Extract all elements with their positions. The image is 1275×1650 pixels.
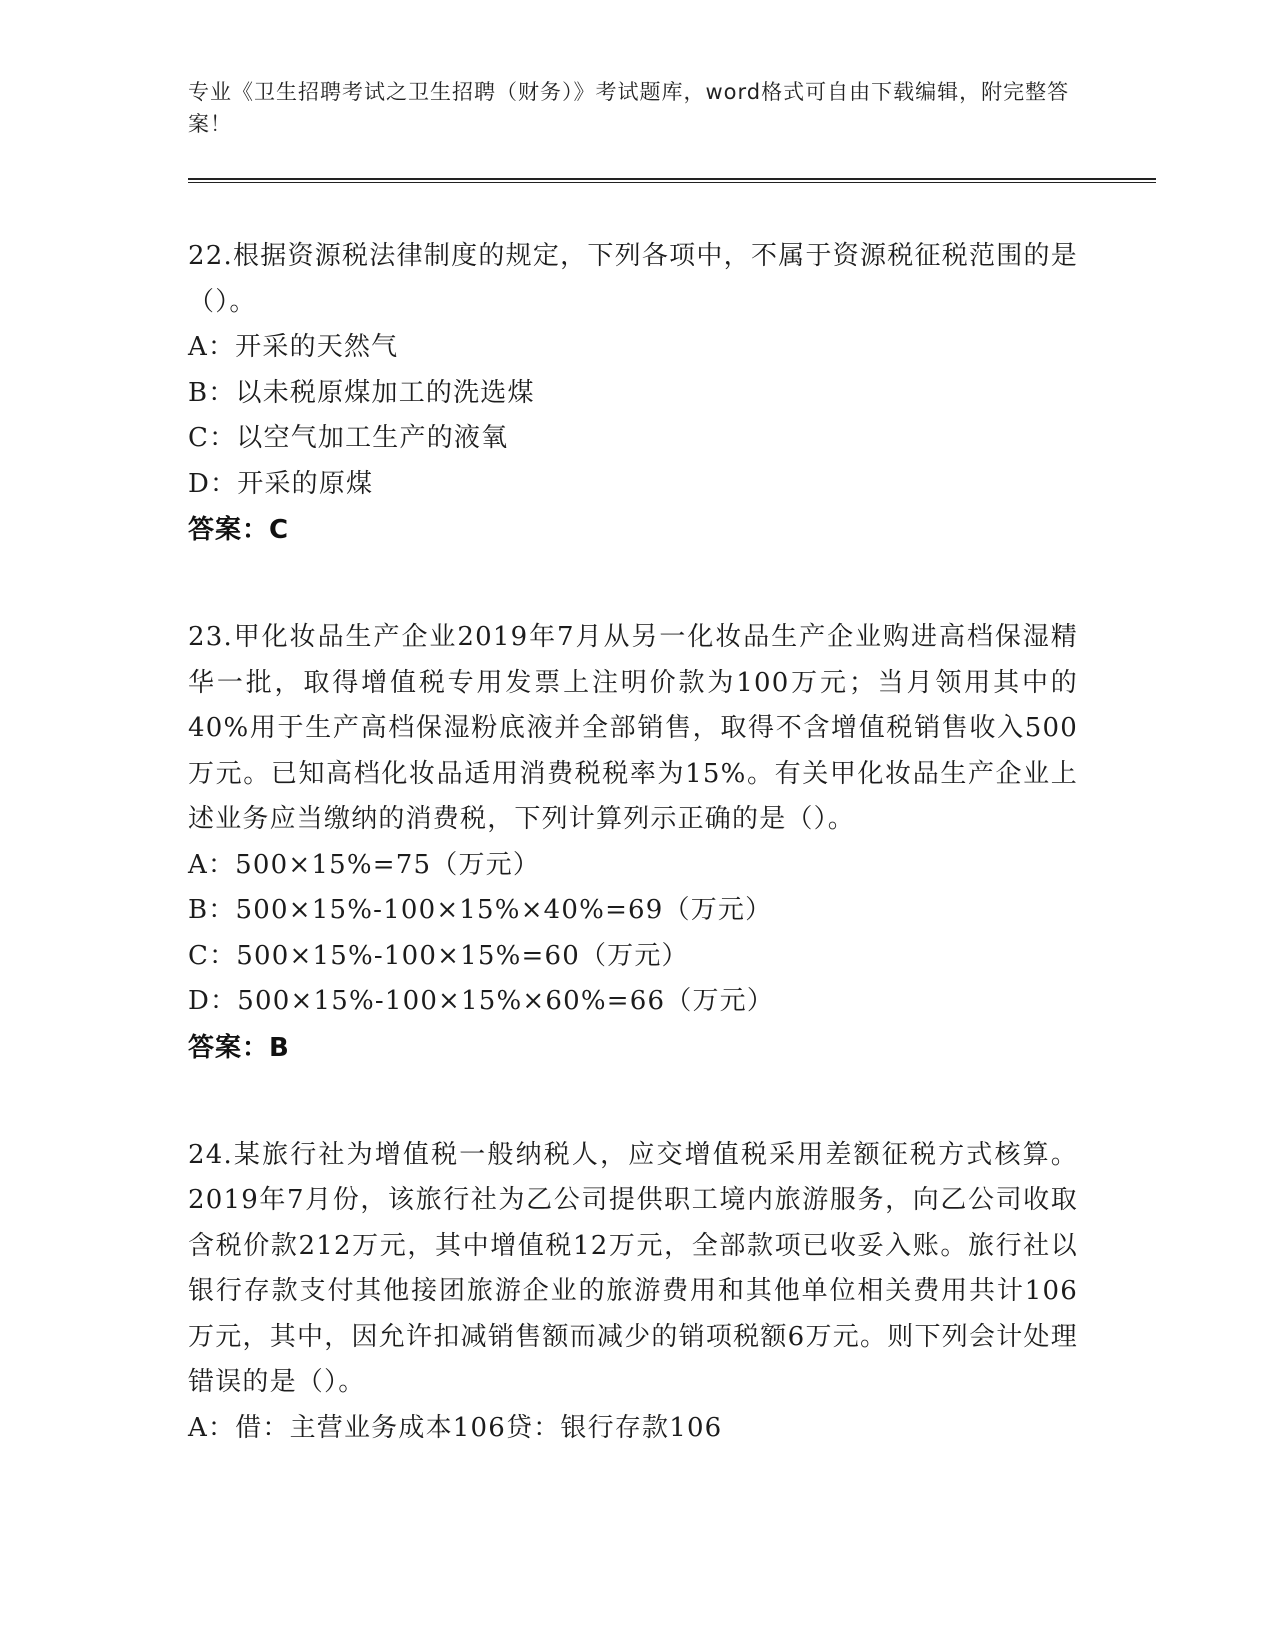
header-note: 专业《卫生招聘考试之卫生招聘（财务）》考试题库，word格式可自由下载编辑，附完整答案！ [188, 80, 1070, 136]
option-a: A：开采的天然气 [188, 332, 399, 362]
option-d: D：开采的原煤 [188, 468, 374, 499]
option-c: C：500×15%-100×15%=60（万元） [188, 940, 689, 971]
option-a: A：500×15%=75（万元） [188, 849, 541, 880]
question-text: 22.根据资源税法律制度的规定，下列各项中，不属于资源税征税范围的是（）。 [188, 241, 1078, 317]
option-c: C：以空气加工生产的液氧 [188, 423, 509, 453]
option-b: B：以未税原煤加工的洗选煤 [188, 377, 535, 408]
option-a: A：借：主营业务成本106贷：银行存款106 [188, 1412, 723, 1443]
question-text: 24.某旅行社为增值税一般纳税人，应交增值税采用差额征税方式核算。2019年7月份，该旅行社为乙公司提供职工境内旅游服务，向乙公司收取含税价款212万元，其中增值税12万元，全部款项已收妥入账。旅行社以银行存款支付其他接团旅游企业的旅游费用和其他单位相关费用共计106万元，其中，因允许扣减销售额而减少的销项税额6万元。则下列会计处理错误的是（）。 [188, 1139, 1078, 1397]
question-22 [188, 234, 1078, 553]
answer-label: 答案：B [188, 1032, 290, 1063]
answer-label: 答案：C [188, 515, 290, 545]
header-divider [188, 178, 1156, 183]
question-24 [188, 1133, 1078, 1452]
option-d: D：500×15%-100×15%×60%=66（万元） [188, 986, 775, 1016]
option-b: B：500×15%-100×15%×40%=69（万元） [188, 895, 773, 925]
question-23 [188, 615, 1078, 1071]
question-text: 23.甲化妆品生产企业2019年7月从另一化妆品生产企业购进高档保湿精华一批，取得增值税专用发票上注明价款为100万元；当月领用其中的40%用于生产高档保湿粉底液并全部销售，取得不含增值税销售收入500万元。已知高档化妆品适用消费税税率为15%。有关甲化妆品生产企业上述业务应当缴纳的消费税，下列计算列示正确的是（）。 [188, 622, 1078, 834]
question-list [188, 234, 1078, 1513]
